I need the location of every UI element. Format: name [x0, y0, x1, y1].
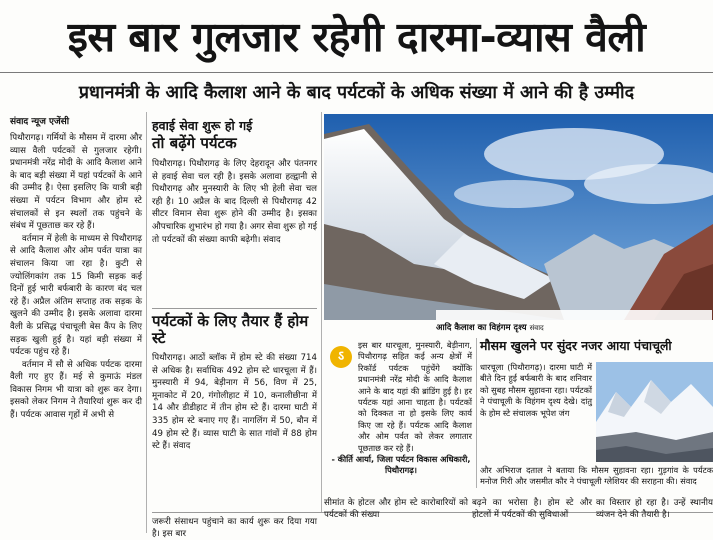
col1-para1: पिथौरागढ़। गर्मियों के मौसम में दारमा और व्यास वैली पर्यटकों से गुलजार रहेगी। प्रधानमंत्री नरेंद्र मोदी के आदि कैलाश आने के बाद बड़ी संख्या में यहां पर्यटकों के आने की उम्मीद है। ऐसा इसलिए कि यात्री बड़ी संख्या में पर्यटन विभाग और होम स्टे संचालकों से इन स्थलों तक पहुंचने के संबंध में पूछताछ कर रहे हैं। — [10, 133, 142, 232]
col3-text: पिथौरागढ़। आठों ब्लॉक में होम स्टे की संख्या 714 से अधिक है। सर्वाधिक 492 होम स्टे धारचूला में हैं। मुनस्यारी में 94, बेड़ीनाग में 56, विण में 25, मूनाकोट में 20, गंगोलीहाट में 10, कनालीछीना में 14 और डीडीहाट में तीन होम स्टे हैं। दारमा घाटी में 335 होम स्टे बनाए गए हैं। नागलिंग में 50, बौन में 49 होम स्टे हैं। व्यास घाटी के सात गांवों में 88 होम स्टे हैं। संवाद — [152, 353, 317, 452]
adi-kailash-photo — [324, 114, 713, 320]
col1-text — [10, 132, 142, 533]
story2-text: धारचूला (पिथौरागढ़)। दारमा घाटी में बीते दिन हुई बर्फबारी के बाद शनिवार को सुबह मौसम सुहावना रहा। पर्यटकों ने पंचाचूली के विहंगम दृश्य देखे। दांतु के होम स्टे संचालक भूपेश जंग — [480, 362, 592, 418]
quote-text — [330, 340, 472, 476]
byline: संवाद न्यूज एजेंसी — [10, 117, 70, 127]
col2-text: पिथौरागढ़। पिथौरागढ़ के लिए देहरादून और पंतनगर से हवाई सेवा चल रही है। इसके अलावा हल्द्वानी से पिथौरागढ़ और मुनस्यारी के लिए भी हेली सेवा चल रही है। 10 अप्रैल के बाद दिल्ली से पिथौरागढ़ 42 सीटर विमान सेवा शुरू होने की उम्मीद है। इसका औपचारिक शुभारंभ हो गया है। अगर सेवा शुरू हो गई तो पर्यटकों की संख्या काफी बढ़ेगी। संवाद — [152, 159, 317, 245]
story2-heading: मौसम खुलने पर सुंदर नजर आया पंचाचूली — [480, 338, 672, 353]
photo-credit: संवाद — [529, 324, 544, 332]
col3-heading: पर्यटकों के लिए तैयार हैं होम स्टे — [152, 312, 309, 347]
col1-para2: वर्तमान में हेली के माध्यम से पिथौरागढ़ से आदि कैलाश और ओम पर्वत यात्रा का संचालन किया जा रहा है। कुटी से ज्योलिंगकांग तक 15 किमी सड़क कई दिनों हुई भारी बर्फबारी के कारण बंद चल रहे हैं। अप्रैल अंतिम सप्ताह तक सड़क के खुलने की उम्मीद है। इसके अलावा दारमा वैली के प्रसिद्ध पंचाचूली बेस कैंप के लिए सड़क खुली हुई है। यहां बड़ी संख्या में पर्यटक पहुंच रहे हैं। — [10, 233, 142, 358]
bottom-col3: सीमांत के होटल और होम स्टे कारोबारियों को पर्यटकों की संख्या — [324, 498, 468, 520]
quote-badge-icon: ऽ — [330, 346, 352, 368]
quote-body: इस बार धारचूला, मुनस्यारी, बेड़ीनाग, पिथौरागढ़ सहित कई अन्य क्षेत्रों में रिकॉर्ड पर्यटक पहुंचेंगे क्योंकि प्रधानमंत्री नरेंद्र मोदी के आदि कैलाश आने के बाद यहां की ब्रांडिंग हुई है। हर पर्यटक यहां आना चाहता है। पर्यटकों को दिक्कत ना हो इसके लिए कार्य किए जा रहे हैं। पर्यटक आदि कैलाश और ओम पर्वत को लेकर लगातार पूछताछ कर रहे हैं। — [358, 340, 472, 453]
bottom-col5: का विस्तार हो रहा है। उन्हें स्थानीय व्यंजन देने की तैयारी है। — [596, 498, 713, 520]
story2-text-tail: और अभिराज दताल ने बताया कि मौसम सुहावना रहा। गुड़गांव के पर्यटक मनोज गिरी और जसमीत कौर ने पंचाचूली ग्लेशियर की सराहना की। संवाद — [480, 465, 713, 487]
panchachuli-photo — [596, 362, 713, 462]
subheadline: प्रधानमंत्री के आदि कैलाश आने के बाद पर्यटकों के अधिक संख्या में आने की है उम्मीद — [78, 82, 635, 103]
photo-caption — [436, 322, 713, 334]
bottom-col2: जरूरी संसाधन पहुंचाने का कार्य शुरू कर दिया गया है। इस बार — [152, 517, 317, 539]
quote-author: - कीर्ति आर्या, जिला पर्यटन विकास अधिकारी, पिथौरागढ़। — [331, 454, 471, 476]
col2-kicker: हवाई सेवा शुरू हो गई — [152, 118, 253, 133]
col2-heading: तो बढ़ेंगे पर्यटक — [152, 134, 237, 152]
bottom-col4: बढ़ने का भरोसा है। होम स्टे और होटलों में पर्यटकों की सुविधाओं — [472, 498, 592, 520]
photo-caption-text: आदि कैलाश का विहंगम दृश्य — [436, 323, 527, 333]
col1-para3: वर्तमान में सौ से अधिक पर्यटक दारमा वैली गए हुए हैं। मई से कुमाऊं मंडल विकास निगम भी यात्रा को शुरू कर देगा। इसको लेकर निगम ने तैयारियां शुरू कर दी हैं। पर्यटक आवास गृहों में अभी से — [10, 359, 142, 421]
headline: इस बार गुलजार रहेगी दारमा-व्यास वैली — [67, 13, 646, 61]
